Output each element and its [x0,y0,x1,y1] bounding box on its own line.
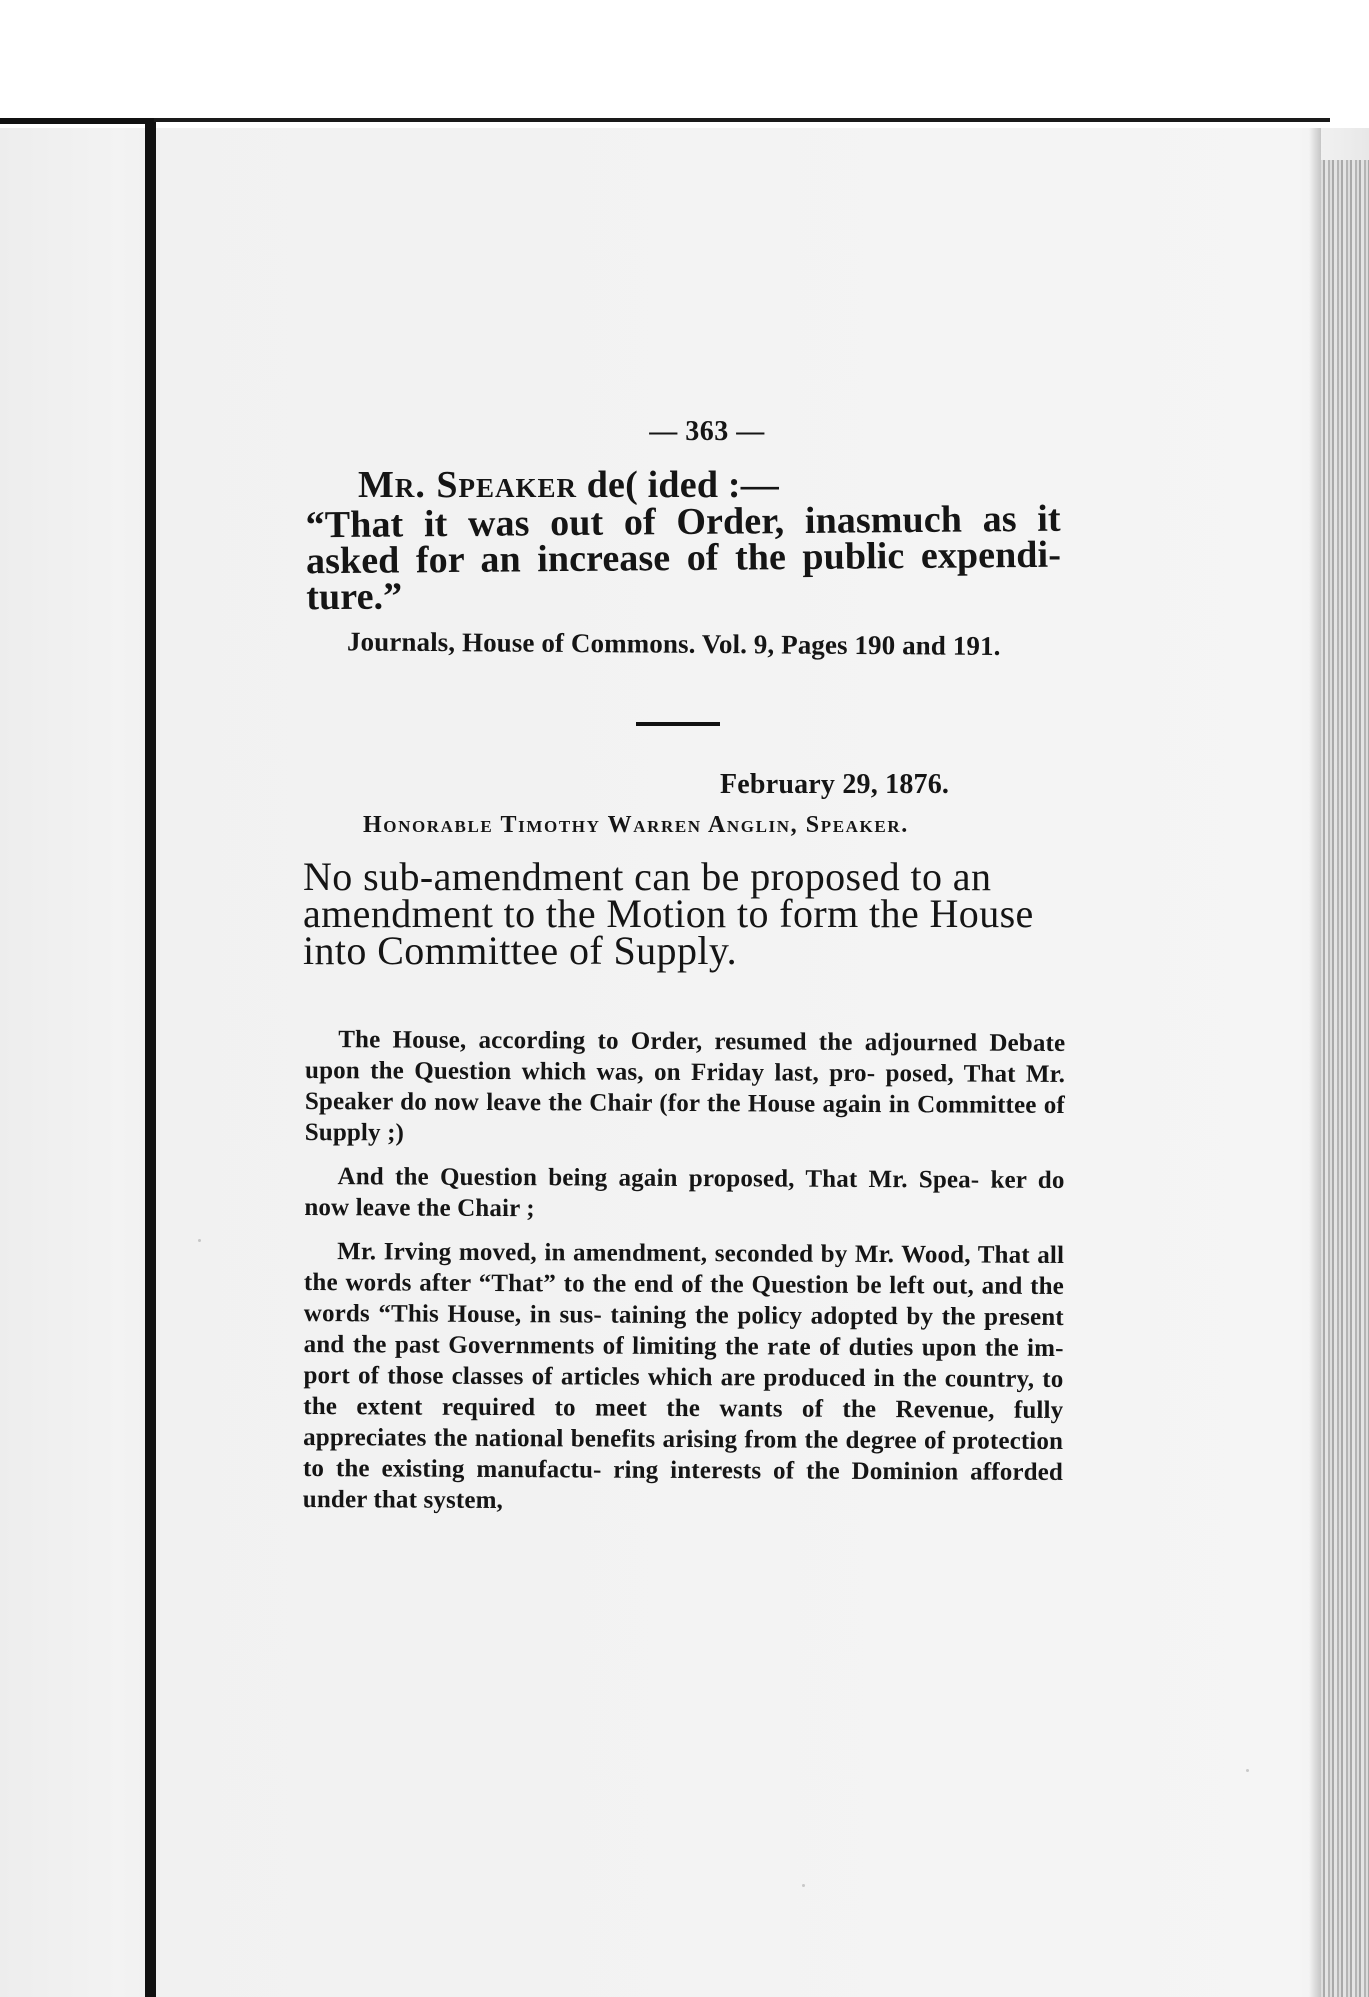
right-page-edge [1321,160,1369,1997]
document-page [156,124,1321,1997]
journal-reference: Journals, House of Commons. Vol. 9, Pages 190 and 191. [346,626,1001,661]
speaker-name: Honorable Timothy Warren Anglin, Speaker. [363,812,909,838]
paragraph-irving-amendment: Mr. Irving moved, in amendment, seconded by Mr. Wood, That all the words after “That” to the end of the Question be left out, and the words “This House, in sus- taining the policy adopted by the present and the past Governments of limiting the rate of duties upon the im- port of those classes of articles which are produced in the country, to the extent required to meet the wants of the Revenue, fully appreciates the national benefits arising from the degree of protection to the existing manufactu- ring interests of the Dominion afforded under that system, [302,1238,1065,1515]
entry-date: February 29, 1876. [720,769,950,800]
page-top-edge [154,118,1330,122]
scan-speck [198,1239,201,1242]
page-number: — 363 — [649,416,765,447]
paragraph-question-proposed: And the Question being again proposed, That Mr. Spea- ker do now leave the Chair ; [304,1163,1065,1223]
debate-text [303,1024,1066,1532]
book-binding-edge [145,118,156,1997]
decision-quote: “That it was out of Order, inasmuch as it asked for an increase of the public expendi- ture.” [305,497,1062,619]
ruling-heading: No sub-amendment can be proposed to an amendment to the Motion to form the House into Committee of Supply. [303,854,1034,973]
section-divider [636,722,720,726]
scan-top-margin [0,0,1369,128]
paragraph-house-resumed: The House, according to Order, resumed the adjourned Debate upon the Question which was, on Friday last, pro- posed, That Mr. Speaker do now leave the Chair (for the House again in Committee of Supply ;) [304,1026,1066,1147]
scan-speck [802,1884,805,1887]
speaker-decision-verb: de( ided :— [586,464,779,506]
binding-shadow [0,118,154,124]
scan-speck [1246,1769,1249,1772]
speaker-label: Mr. Speaker [358,464,578,506]
